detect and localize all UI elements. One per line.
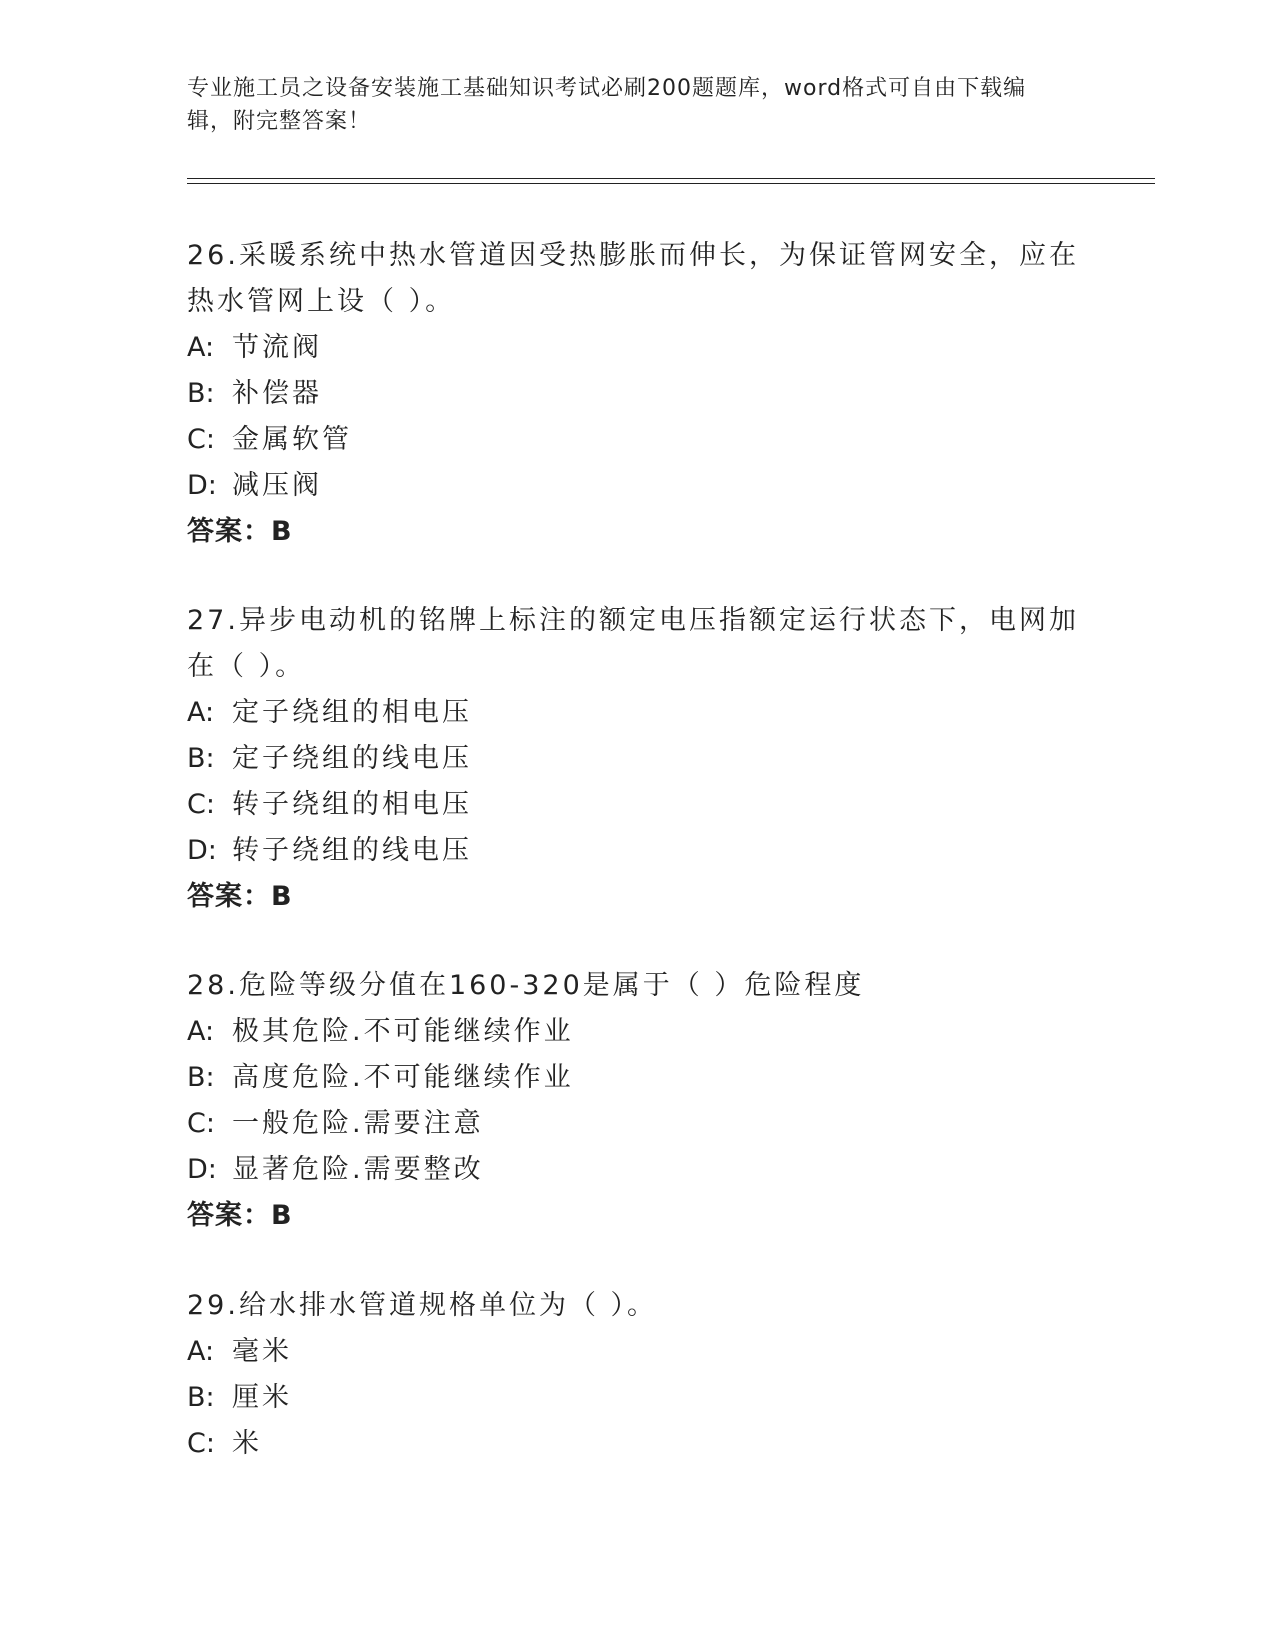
option-key: D: [187,470,217,501]
option-c [187,417,1087,463]
option-text: 定子绕组的线电压 [232,743,472,774]
answer-line: 答案：B [187,881,293,912]
option-text: 转子绕组的线电压 [232,835,472,866]
document-header: 专业施工员之设备安装施工基础知识考试必刷200题题库，word格式可自由下载编辑，附完整答案！ [187,76,1027,134]
option-c [187,1421,1087,1467]
option-b [187,371,1087,417]
question-stem: 29.给水排水管道规格单位为（ ）。 [187,1290,658,1321]
option-text: 毫米 [232,1336,292,1367]
header-rule-top [187,178,1155,179]
option-text: 极其危险.不可能继续作业 [232,1016,574,1047]
option-d [187,463,1087,509]
option-a [187,325,1087,371]
option-b [187,1055,1087,1101]
option-text: 高度危险.不可能继续作业 [232,1062,574,1093]
option-key: C: [187,789,215,820]
option-key: A: [187,332,215,363]
option-d [187,828,1087,874]
option-text: 减压阀 [232,470,322,501]
question-29 [187,1283,1087,1467]
option-key: A: [187,697,215,728]
question-28 [187,963,1087,1239]
option-text: 补偿器 [232,378,322,409]
question-27 [187,598,1087,920]
option-key: A: [187,1336,215,1367]
option-text: 显著危险.需要整改 [232,1154,484,1185]
option-key: B: [187,378,215,409]
option-text: 节流阀 [232,332,322,363]
option-key: D: [187,1154,217,1185]
option-b [187,1375,1087,1421]
option-key: B: [187,743,215,774]
question-26 [187,233,1087,555]
option-a [187,690,1087,736]
option-key: B: [187,1062,215,1093]
option-text: 厘米 [232,1382,292,1413]
option-key: C: [187,1108,215,1139]
option-text: 米 [232,1428,262,1459]
option-key: C: [187,424,215,455]
option-key: C: [187,1428,215,1459]
option-c [187,782,1087,828]
option-text: 定子绕组的相电压 [232,697,472,728]
answer-line: 答案：B [187,516,293,547]
option-b [187,736,1087,782]
question-stem: 26.采暖系统中热水管道因受热膨胀而伸长，为保证管网安全，应在热水管网上设（ ）。 [187,240,1079,317]
option-text: 转子绕组的相电压 [232,789,472,820]
option-a [187,1009,1087,1055]
option-key: B: [187,1382,215,1413]
option-key: D: [187,835,217,866]
question-stem: 28.危险等级分值在160-320是属于（ ）危险程度 [187,970,865,1001]
answer-line: 答案：B [187,1200,293,1231]
header-rule-bottom [187,183,1155,184]
option-text: 一般危险.需要注意 [232,1108,484,1139]
option-a [187,1329,1087,1375]
option-text: 金属软管 [232,424,352,455]
option-key: A: [187,1016,215,1047]
option-c [187,1101,1087,1147]
option-d [187,1147,1087,1193]
question-stem: 27.异步电动机的铭牌上标注的额定电压指额定运行状态下，电网加在（ ）。 [187,605,1079,682]
